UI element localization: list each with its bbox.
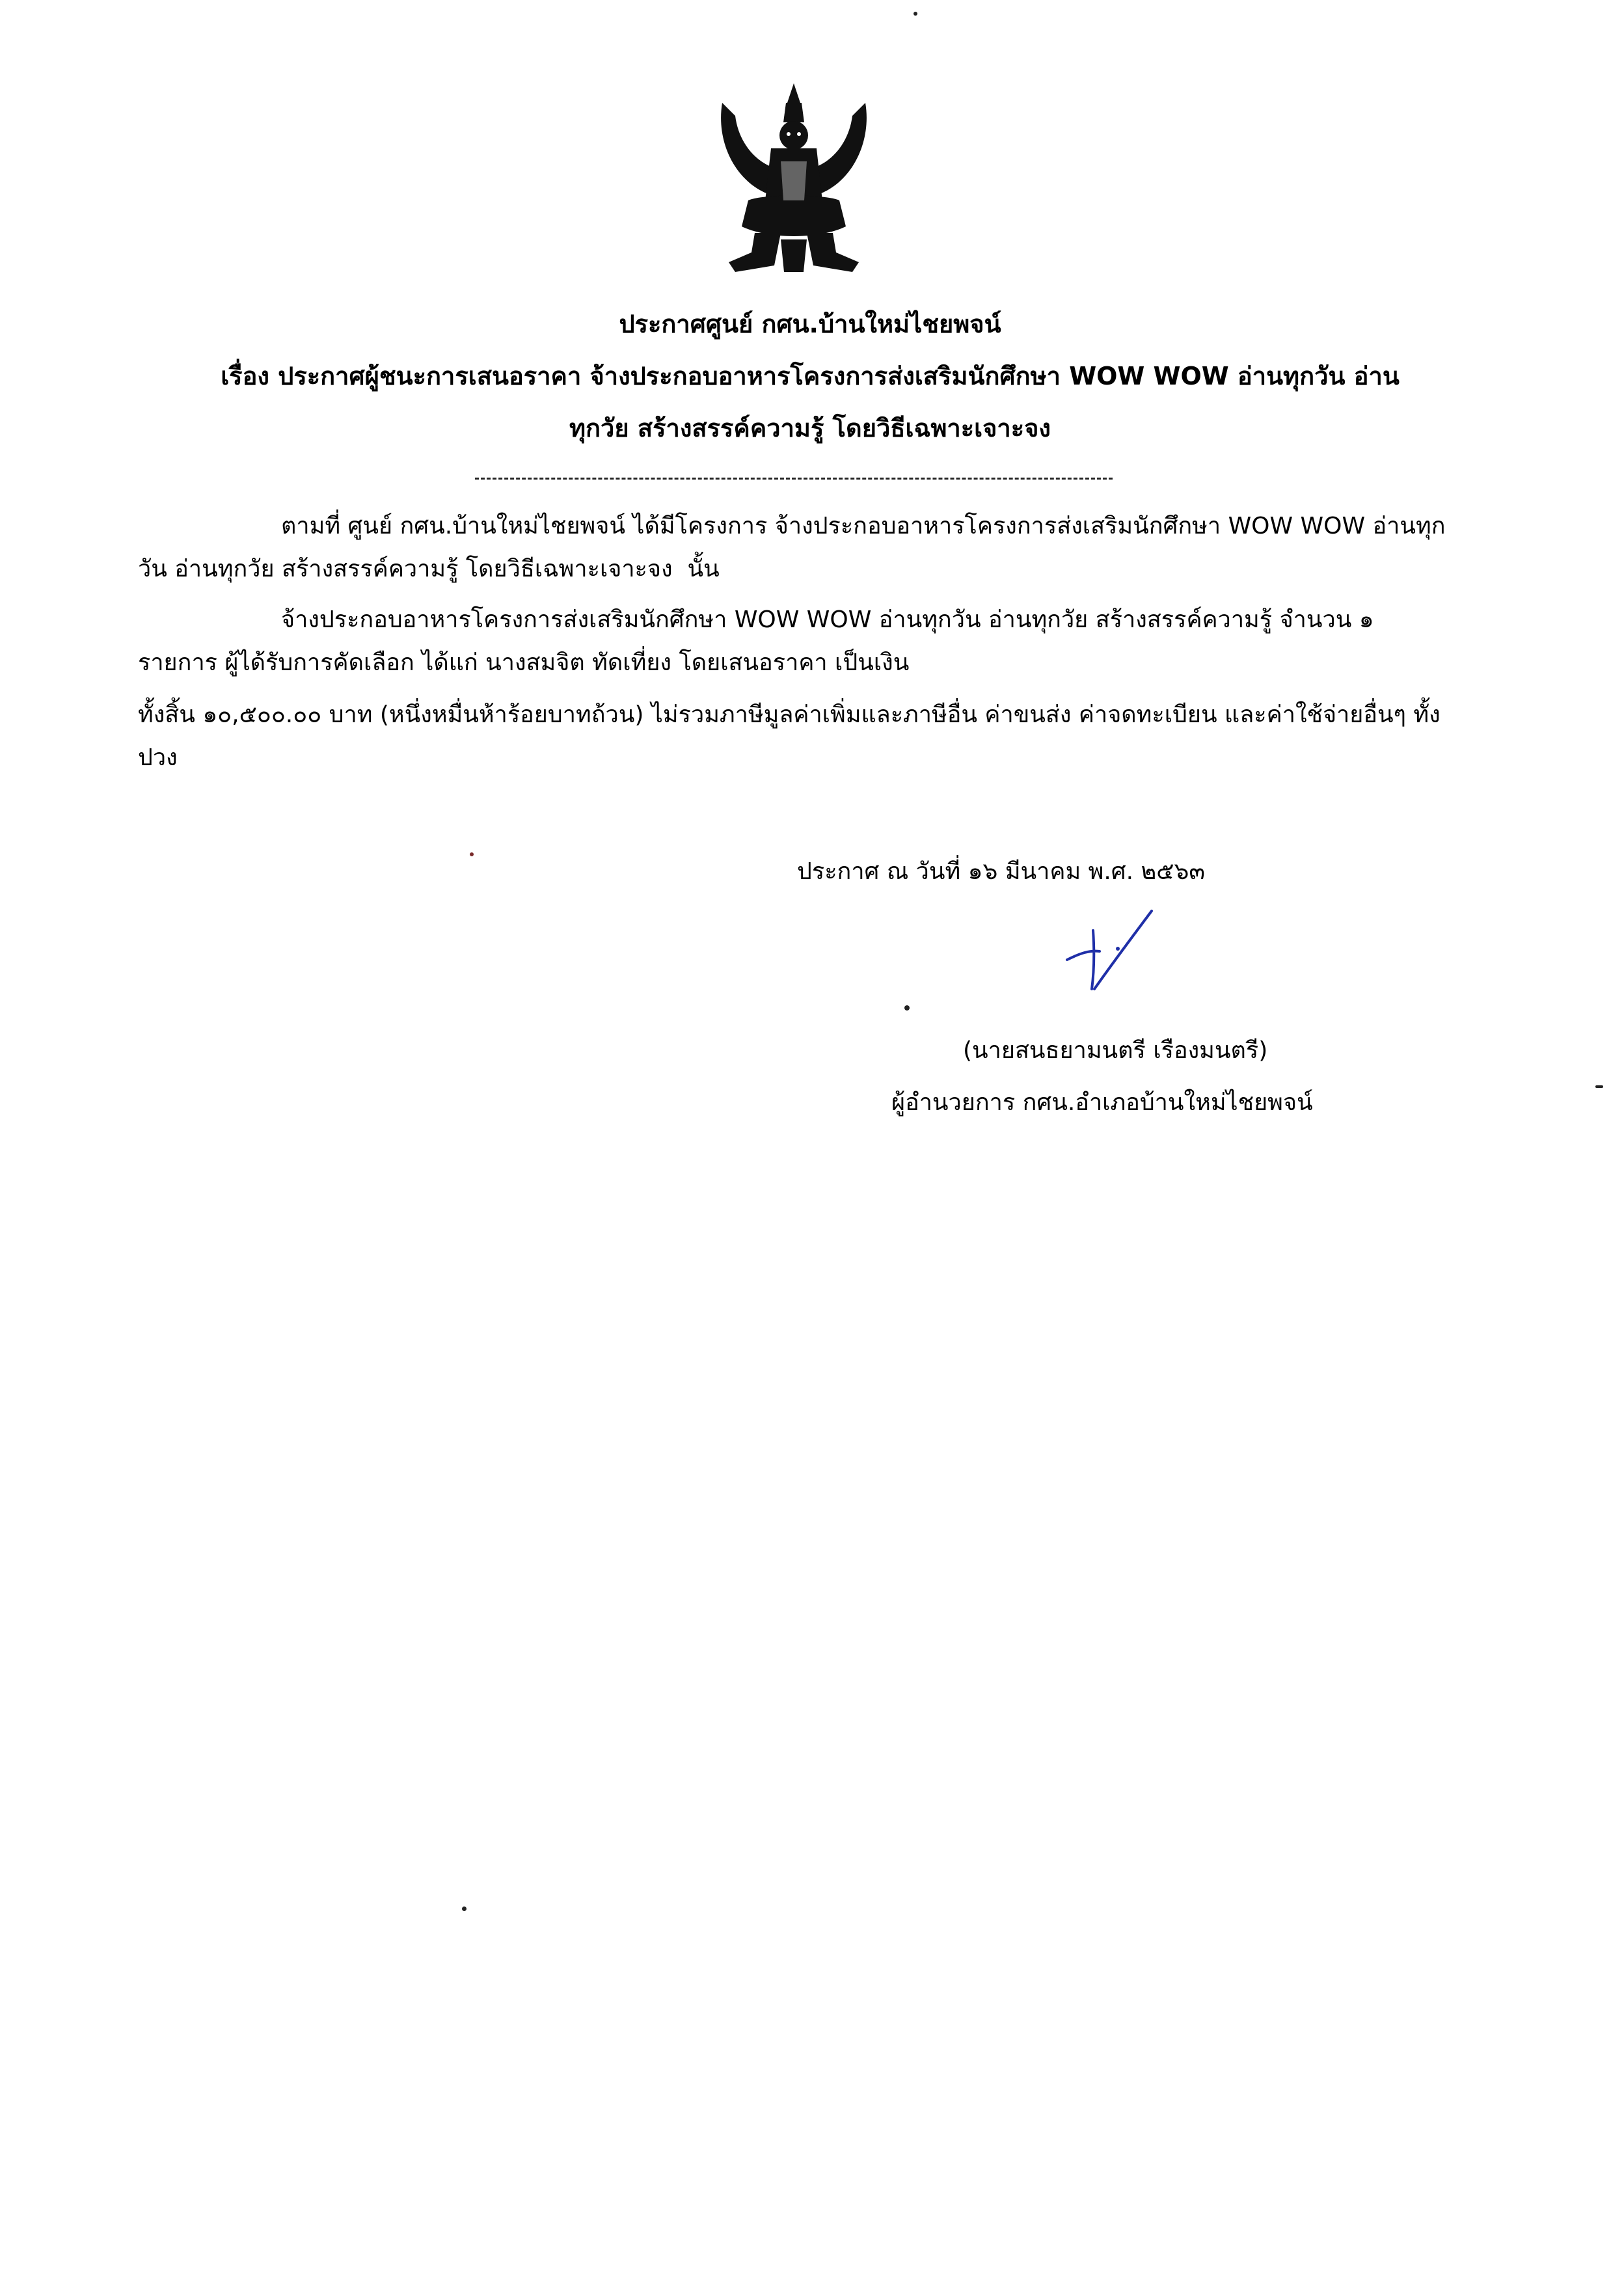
announcement-subject: เรื่อง ประกาศผู้ชนะการเสนอราคา จ้างประกอบอาหารโครงการส่งเสริมนักศึกษา WOW WOW อ่านทุกวัน อ่าน [221,362,1400,390]
scan-speck [904,1005,910,1011]
scan-speck [914,12,917,16]
body-paragraph-3: ทั้งสิ้น ๑๐,๕๐๐.๐๐ บาท (หนึ่งหมื่นห้าร้อยบาทถ้วน) ไม่รวมภาษีมูลค่าเพิ่มและภาษีอื่น ค่าขนส่ง ค่าจดทะเบียน และค่าใช้จ่ายอื่นๆ ทั้งปวง [138,701,1441,771]
announcement-subject-continued: ทุกวัย สร้างสรรค์ความรู้ โดยวิธีเฉพาะเจาะจง [569,414,1051,442]
announcement-title: ประกาศศูนย์ กศน.บ้านใหม่ไชยพจน์ [619,310,1001,338]
signer-position: ผู้อำนวยการ กศน.อำเภอบ้านใหม่ไชยพจน์ [891,1089,1313,1116]
body-paragraph-3-block [138,694,1459,780]
announcement-date: ประกาศ ณ วันที่ ๑๖ มีนาคม พ.ศ. ๒๕๖๓ [797,858,1205,885]
garuda-emblem-icon [709,77,878,285]
body-paragraph-2-block [138,599,1459,685]
signer-name: (นายสนธยามนตรี เรืองมนตรี) [963,1037,1268,1064]
title-divider [475,478,1113,480]
scan-speck [462,1907,467,1911]
scan-speck [470,852,474,856]
scan-speck [1595,1085,1603,1088]
body-paragraph-1: ตามที่ ศูนย์ กศน.บ้านใหม่ไชยพจน์ ได้มีโครงการ จ้างประกอบอาหารโครงการส่งเสริมนักศึกษา WOW WOW อ่านทุกวัน อ่านทุกวัย สร้างสรรค์ความรู้ โดยวิธีเฉพาะเจาะจง นั้น [138,513,1446,582]
handwritten-signature [1054,898,1158,1002]
body-paragraph-2: จ้างประกอบอาหารโครงการส่งเสริมนักศึกษา WOW WOW อ่านทุกวัน อ่านทุกวัย สร้างสรรค์ความรู้ จำนวน ๑ รายการ ผู้ได้รับการคัดเลือก ได้แก่ นางสมจิต ทัดเที่ยง โดยเสนอราคา เป็นเงิน [138,606,1382,676]
body-paragraph-1-block [138,505,1459,591]
